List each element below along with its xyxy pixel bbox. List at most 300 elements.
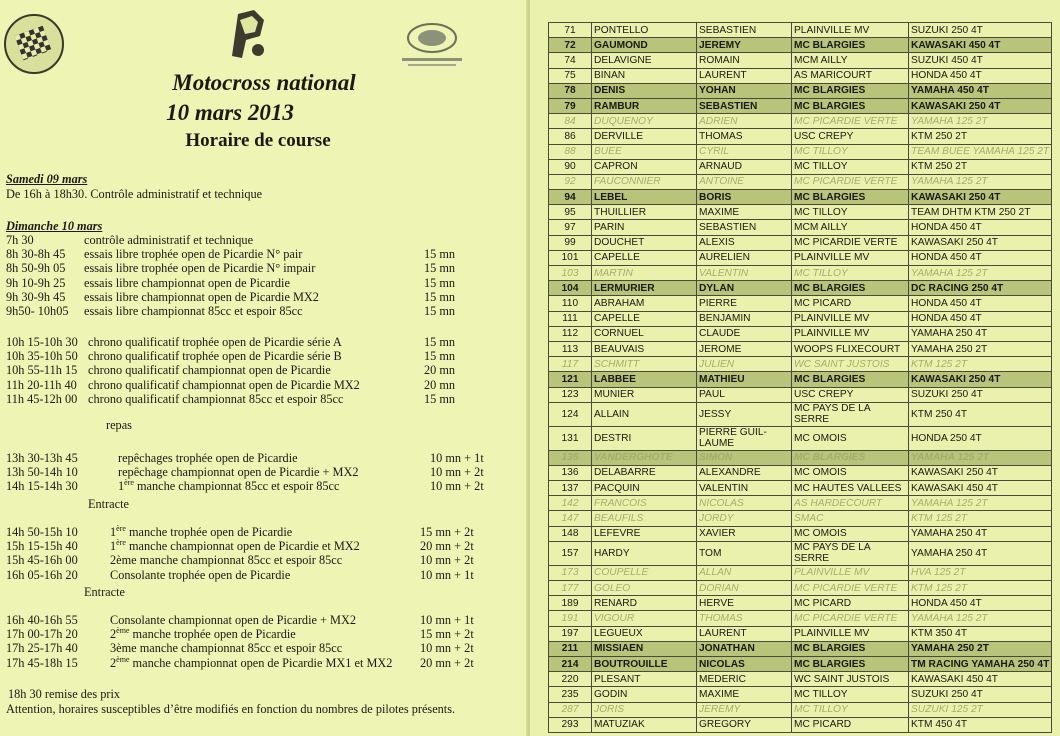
- rider-bike: YAMAHA 125 2T: [909, 266, 1052, 281]
- schedule-duration: 15 mn + 2t: [420, 525, 474, 539]
- rider-bike: YAMAHA 125 2T: [909, 496, 1052, 511]
- schedule-row: [6, 568, 526, 583]
- table-row: [549, 341, 1052, 356]
- schedule-time: 17h 45-18h 15: [6, 655, 78, 670]
- rider-last-name: PONTELLO: [592, 23, 697, 38]
- race-number: 86: [549, 129, 592, 144]
- rider-bike: DC RACING 250 4T: [909, 281, 1052, 296]
- rider-last-name: DELAVIGNE: [592, 53, 697, 68]
- table-row: [549, 98, 1052, 113]
- table-row: [549, 235, 1052, 250]
- schedule-time: 15h 15-15h 40: [6, 539, 78, 554]
- rider-first-name: SEBASTIEN: [697, 220, 792, 235]
- rider-club: PLAINVILLE MV: [792, 23, 909, 38]
- table-row: [549, 326, 1052, 341]
- rider-first-name: ARNAUD: [697, 159, 792, 174]
- schedule-row: [6, 656, 526, 671]
- schedule-event: 1ère manche championnat 85cc et espoir 85cc: [118, 478, 340, 494]
- rider-bike: KAWASAKI 250 4T: [909, 190, 1052, 205]
- schedule-time: 7h 30: [6, 233, 34, 247]
- rider-club: MC TILLOY: [792, 159, 909, 174]
- race-number: 220: [549, 672, 592, 687]
- rider-first-name: MAXIME: [697, 205, 792, 220]
- rider-last-name: PACQUIN: [592, 481, 697, 496]
- race-number: 101: [549, 250, 592, 265]
- rider-bike: YAMAHA 250 2T: [909, 641, 1052, 656]
- table-row: [549, 220, 1052, 235]
- schedule-row: [6, 451, 526, 466]
- table-row: [549, 205, 1052, 220]
- schedule-time: 16h 40-16h 55: [6, 613, 78, 627]
- rider-bike: SUZUKI 250 4T: [909, 687, 1052, 702]
- rider-club: AS HARDECOURT: [792, 496, 909, 511]
- rider-club: WOOPS FLIXECOURT: [792, 341, 909, 356]
- rider-first-name: VALENTIN: [697, 481, 792, 496]
- table-row: [549, 702, 1052, 717]
- checkered-flag-icon: [14, 26, 51, 61]
- table-row: [549, 83, 1052, 98]
- rider-first-name: PIERRE GUIL-LAUME: [697, 426, 792, 450]
- rider-club: WC SAINT JUSTOIS: [792, 357, 909, 372]
- rider-first-name: BENJAMIN: [697, 311, 792, 326]
- rider-first-name: BORIS: [697, 190, 792, 205]
- schedule-row: [6, 363, 526, 378]
- rider-last-name: LEFEVRE: [592, 526, 697, 541]
- rider-club: WC SAINT JUSTOIS: [792, 672, 909, 687]
- race-number: 191: [549, 611, 592, 626]
- rider-club: MC PICARD: [792, 296, 909, 311]
- rider-first-name: DORIAN: [697, 581, 792, 596]
- rider-bike: TEAM DHTM KTM 250 2T: [909, 205, 1052, 220]
- schedule-event: essais libre championnat open de Picardie: [84, 275, 290, 290]
- schedule-duration: 20 mn: [424, 377, 456, 392]
- table-row: [549, 426, 1052, 450]
- race-number: 142: [549, 496, 592, 511]
- rider-first-name: MAXIME: [697, 687, 792, 702]
- schedule-event: repêchage championnat open de Picardie + MX2: [118, 465, 359, 480]
- schedule-event: chrono qualificatif championnat 85cc et espoir 85cc: [88, 391, 344, 406]
- rider-last-name: MUNIER: [592, 387, 697, 402]
- race-number: 177: [549, 581, 592, 596]
- race-number: 211: [549, 641, 592, 656]
- race-number: 148: [549, 526, 592, 541]
- race-number: 72: [549, 38, 592, 53]
- rider-last-name: ALLAIN: [592, 402, 697, 426]
- ffm-logo: [396, 18, 468, 70]
- race-number: 173: [549, 565, 592, 580]
- rider-club: MC PICARDIE VERTE: [792, 174, 909, 189]
- schedule-row: [6, 553, 526, 568]
- saturday-line: De 16h à 18h30. Contrôle administratif et technique: [6, 187, 263, 201]
- rider-last-name: DUQUENOY: [592, 114, 697, 129]
- schedule-event: chrono qualificatif trophée open de Picardie série B: [88, 349, 342, 364]
- race-number: 136: [549, 465, 592, 480]
- race-number: 235: [549, 687, 592, 702]
- rider-bike: KAWASAKI 250 4T: [909, 465, 1052, 480]
- schedule-row: [6, 627, 526, 642]
- rider-first-name: THOMAS: [697, 129, 792, 144]
- intermission: Entracte: [84, 585, 125, 599]
- race-number: 137: [549, 481, 592, 496]
- rider-bike: KTM 125 2T: [909, 511, 1052, 526]
- table-row: [549, 281, 1052, 296]
- table-row: [549, 357, 1052, 372]
- schedule-event: chrono qualificatif championnat open de Picardie MX2: [88, 377, 360, 392]
- race-number: 135: [549, 450, 592, 465]
- rider-bike: HONDA 450 4T: [909, 296, 1052, 311]
- race-number: 90: [549, 159, 592, 174]
- schedule-duration: 15 mn: [424, 275, 456, 290]
- schedule-event: 1ère manche trophée open de Picardie: [110, 523, 293, 539]
- table-row: [549, 129, 1052, 144]
- rider-bike: KAWASAKI 450 4T: [909, 38, 1052, 53]
- race-number: 293: [549, 717, 592, 732]
- rider-club: MC TILLOY: [792, 687, 909, 702]
- rider-club: MC BLARGIES: [792, 190, 909, 205]
- table-row: [549, 687, 1052, 702]
- rider-bike: HONDA 250 4T: [909, 426, 1052, 450]
- table-row: [549, 565, 1052, 580]
- table-row: [549, 641, 1052, 656]
- rider-last-name: MARTIN: [592, 266, 697, 281]
- rider-first-name: SEBASTIEN: [697, 98, 792, 113]
- rider-last-name: BEAUVAIS: [592, 341, 697, 356]
- table-row: [549, 23, 1052, 38]
- schedule-row: [6, 465, 526, 480]
- rider-bike: TEAM BUEE YAMAHA 125 2T: [909, 144, 1052, 159]
- race-number: 111: [549, 311, 592, 326]
- rider-club: MC PICARDIE VERTE: [792, 235, 909, 250]
- sunday-heading: Dimanche 10 mars: [6, 219, 103, 233]
- rider-first-name: NICOLAS: [697, 496, 792, 511]
- rider-club: MC BLARGIES: [792, 98, 909, 113]
- schedule-time: 10h 15-10h 30: [6, 335, 78, 349]
- rider-club: MC PAYS DE LA SERRE: [792, 541, 909, 565]
- rider-club: MC PICARDIE VERTE: [792, 611, 909, 626]
- rider-bike: KTM 125 2T: [909, 581, 1052, 596]
- table-row: [549, 717, 1052, 732]
- rider-first-name: JORDY: [697, 511, 792, 526]
- schedule-time: 8h 30-8h 45: [6, 247, 66, 262]
- rider-bike: HONDA 450 4T: [909, 250, 1052, 265]
- rider-last-name: MISSIAEN: [592, 641, 697, 656]
- sunday-schedule: [6, 233, 526, 723]
- schedule-time: 15h 45-16h 00: [6, 553, 78, 568]
- rider-first-name: CYRIL: [697, 144, 792, 159]
- schedule-duration: 10 mn + 1t: [420, 567, 474, 582]
- race-number: 88: [549, 144, 592, 159]
- rider-club: PLAINVILLE MV: [792, 311, 909, 326]
- schedule-event: 2ème manche trophée open de Picardie: [110, 626, 296, 642]
- rider-first-name: ROMAIN: [697, 53, 792, 68]
- rider-club: MC BLARGIES: [792, 83, 909, 98]
- league-logo: [224, 6, 274, 64]
- rider-club: PLAINVILLE MV: [792, 626, 909, 641]
- rider-bike: YAMAHA 125 2T: [909, 114, 1052, 129]
- schedule-time: 16h 05-16h 20: [6, 567, 78, 582]
- schedule-time: 11h 20-11h 40: [6, 377, 77, 392]
- schedule-duration: 15 mn + 2t: [420, 627, 474, 642]
- rider-bike: KAWASAKI 250 4T: [909, 235, 1052, 250]
- schedule-event: repêchages trophée open de Picardie: [118, 451, 298, 465]
- rider-club: MC PICARDIE VERTE: [792, 114, 909, 129]
- rider-first-name: JEREMY: [697, 38, 792, 53]
- prize-ceremony: 18h 30 remise des prix: [8, 687, 121, 701]
- schedule-time: 8h 50-9h 05: [6, 261, 66, 276]
- rider-first-name: PIERRE: [697, 296, 792, 311]
- rider-last-name: GODIN: [592, 687, 697, 702]
- race-number: 112: [549, 326, 592, 341]
- rider-last-name: CAPELLE: [592, 311, 697, 326]
- schedule-time: 17h 25-17h 40: [6, 641, 78, 656]
- schedule-time: 9h50- 10h05: [6, 304, 69, 318]
- schedule-row: [6, 641, 526, 656]
- rider-club: MC PICARD: [792, 717, 909, 732]
- race-number: 78: [549, 83, 592, 98]
- table-row: [549, 311, 1052, 326]
- table-row: [549, 114, 1052, 129]
- rider-last-name: CAPRON: [592, 159, 697, 174]
- rider-first-name: JULIEN: [697, 357, 792, 372]
- rider-last-name: ABRAHAM: [592, 296, 697, 311]
- rider-last-name: BOUTROUILLE: [592, 656, 697, 671]
- rider-last-name: FRANCOIS: [592, 496, 697, 511]
- race-number: 97: [549, 220, 592, 235]
- rider-last-name: LEBEL: [592, 190, 697, 205]
- rider-last-name: DELABARRE: [592, 465, 697, 480]
- schedule-time: 17h 00-17h 20: [6, 627, 78, 642]
- schedule-time: 10h 35-10h 50: [6, 349, 78, 364]
- rider-first-name: ALEXIS: [697, 235, 792, 250]
- rider-first-name: VALENTIN: [697, 266, 792, 281]
- rider-bike: KAWASAKI 450 4T: [909, 481, 1052, 496]
- rider-first-name: PAUL: [697, 387, 792, 402]
- race-number: 117: [549, 357, 592, 372]
- schedule-row: [6, 261, 526, 276]
- rider-club: MC OMOIS: [792, 465, 909, 480]
- rider-last-name: GOLEO: [592, 581, 697, 596]
- entry-list-table: [548, 22, 1052, 733]
- race-number: 103: [549, 266, 592, 281]
- schedule-time: 9h 30-9h 45: [6, 289, 66, 304]
- race-number: 121: [549, 372, 592, 387]
- table-row: [549, 611, 1052, 626]
- race-number: 197: [549, 626, 592, 641]
- rider-last-name: PLESANT: [592, 672, 697, 687]
- schedule-duration: 10 mn + 1t: [420, 613, 474, 627]
- rider-first-name: AURELIEN: [697, 250, 792, 265]
- table-row: [549, 53, 1052, 68]
- rider-last-name: THUILLIER: [592, 205, 697, 220]
- rider-last-name: LERMURIER: [592, 281, 697, 296]
- schedule-event: 2ème manche championnat 85cc et espoir 85cc: [110, 553, 343, 568]
- schedule-duration: 15 mn: [424, 261, 456, 276]
- rider-bike: KTM 450 4T: [909, 717, 1052, 732]
- rider-last-name: HARDY: [592, 541, 697, 565]
- rider-first-name: MEDERIC: [697, 672, 792, 687]
- rider-last-name: DERVILLE: [592, 129, 697, 144]
- table-row: [549, 144, 1052, 159]
- table-row: [549, 481, 1052, 496]
- schedule-duration: 15 mn: [424, 304, 456, 318]
- rider-last-name: FAUCONNIER: [592, 174, 697, 189]
- rider-club: MC BLARGIES: [792, 641, 909, 656]
- rider-first-name: NICOLAS: [697, 656, 792, 671]
- rider-first-name: THOMAS: [697, 611, 792, 626]
- rider-first-name: YOHAN: [697, 83, 792, 98]
- race-number: 84: [549, 114, 592, 129]
- rider-last-name: CAPELLE: [592, 250, 697, 265]
- schedule-event: 2ème manche championnat open de Picardie MX1 et MX2: [110, 654, 393, 670]
- rider-last-name: VANDERGHOTE: [592, 450, 697, 465]
- race-number: 157: [549, 541, 592, 565]
- rider-bike: KTM 125 2T: [909, 357, 1052, 372]
- race-number: 113: [549, 341, 592, 356]
- race-number: 95: [549, 205, 592, 220]
- race-number: 75: [549, 68, 592, 83]
- schedule-duration: 10 mn + 2t: [430, 479, 484, 494]
- rider-bike: SUZUKI 450 4T: [909, 53, 1052, 68]
- event-title: Motocross national: [172, 70, 356, 95]
- table-row: [549, 266, 1052, 281]
- rider-club: MC PICARDIE VERTE: [792, 581, 909, 596]
- schedule-time: 9h 10-9h 25: [6, 275, 66, 290]
- schedule-row: [6, 290, 526, 305]
- rider-bike: TM RACING YAMAHA 250 4T: [909, 656, 1052, 671]
- schedule-event: essais libre trophée open de Picardie N° pair: [84, 247, 303, 262]
- schedule-time: 14h 50-15h 10: [6, 525, 78, 539]
- schedule-row: [6, 539, 526, 554]
- rider-club: SMAC: [792, 511, 909, 526]
- rider-first-name: SIMON: [697, 450, 792, 465]
- rider-club: MC TILLOY: [792, 205, 909, 220]
- schedule-duration: 15 mn: [424, 335, 456, 349]
- rider-first-name: MATHIEU: [697, 372, 792, 387]
- rider-bike: KAWASAKI 250 4T: [909, 372, 1052, 387]
- schedule-duration: 10 mn + 2t: [420, 553, 474, 568]
- schedule-row: [6, 349, 526, 364]
- table-row: [549, 596, 1052, 611]
- table-row: [549, 296, 1052, 311]
- rider-club: MC TILLOY: [792, 144, 909, 159]
- table-row: [549, 526, 1052, 541]
- rider-first-name: XAVIER: [697, 526, 792, 541]
- schedule-event: essais libre trophée open de Picardie N° impair: [84, 261, 316, 276]
- rider-last-name: RAMBUR: [592, 98, 697, 113]
- rider-last-name: DESTRI: [592, 426, 697, 450]
- rider-last-name: BEAUFILS: [592, 511, 697, 526]
- rider-bike: HONDA 450 4T: [909, 596, 1052, 611]
- rider-first-name: LAURENT: [697, 626, 792, 641]
- table-row: [549, 68, 1052, 83]
- rider-club: MC BLARGIES: [792, 38, 909, 53]
- table-row: [549, 511, 1052, 526]
- race-number: 110: [549, 296, 592, 311]
- rider-last-name: COUPELLE: [592, 565, 697, 580]
- schedule-event: Consolante championnat open de Picardie + MX2: [110, 613, 356, 627]
- rider-bike: HONDA 450 4T: [909, 68, 1052, 83]
- schedule-event: Consolante trophée open de Picardie: [110, 567, 291, 582]
- schedule-time: 13h 30-13h 45: [6, 451, 78, 465]
- left-page: [0, 0, 528, 736]
- table-row: [549, 450, 1052, 465]
- table-row: [549, 402, 1052, 426]
- rider-first-name: LAURENT: [697, 68, 792, 83]
- saturday-section: [6, 172, 262, 202]
- rider-club: MC TILLOY: [792, 702, 909, 717]
- rider-bike: KTM 250 4T: [909, 402, 1052, 426]
- schedule-row: [6, 304, 526, 319]
- rider-club: PLAINVILLE MV: [792, 250, 909, 265]
- rider-club: MC BLARGIES: [792, 450, 909, 465]
- intermission: Entracte: [88, 497, 129, 511]
- table-row: [549, 372, 1052, 387]
- saturday-heading: Samedi 09 mars: [6, 172, 88, 186]
- rider-last-name: GAUMOND: [592, 38, 697, 53]
- rider-first-name: ALLAN: [697, 565, 792, 580]
- rider-last-name: BINAN: [592, 68, 697, 83]
- rider-club: MC TILLOY: [792, 266, 909, 281]
- rider-last-name: DENIS: [592, 83, 697, 98]
- schedule-row: [6, 335, 526, 350]
- rider-club: MC OMOIS: [792, 426, 909, 450]
- rider-bike: YAMAHA 125 2T: [909, 450, 1052, 465]
- table-row: [549, 465, 1052, 480]
- lunch-break: repas: [106, 418, 132, 432]
- race-number: 287: [549, 702, 592, 717]
- rider-last-name: CORNUEL: [592, 326, 697, 341]
- schedule-duration: 20 mn + 2t: [420, 655, 474, 670]
- schedule-duration: 20 mn: [424, 363, 456, 378]
- schedule-row: [6, 233, 526, 248]
- table-row: [549, 672, 1052, 687]
- rider-bike: KTM 250 2T: [909, 159, 1052, 174]
- race-number: 214: [549, 656, 592, 671]
- table-row: [549, 250, 1052, 265]
- schedule-time: 11h 45-12h 00: [6, 391, 78, 406]
- rider-first-name: SEBASTIEN: [697, 23, 792, 38]
- schedule-duration: 10 mn + 2t: [430, 465, 484, 480]
- rider-first-name: JESSY: [697, 402, 792, 426]
- rider-club: PLAINVILLE MV: [792, 565, 909, 580]
- rider-club: AS MARICOURT: [792, 68, 909, 83]
- rider-bike: KAWASAKI 250 4T: [909, 98, 1052, 113]
- rider-last-name: SCHMITT: [592, 357, 697, 372]
- rider-first-name: HERVE: [697, 596, 792, 611]
- schedule-event: 1ère manche championnat open de Picardie et MX2: [110, 538, 360, 554]
- race-number: 147: [549, 511, 592, 526]
- table-row: [549, 626, 1052, 641]
- rider-bike: SUZUKI 250 4T: [909, 23, 1052, 38]
- race-number: 94: [549, 190, 592, 205]
- rider-bike: YAMAHA 450 4T: [909, 83, 1052, 98]
- rider-bike: KTM 250 2T: [909, 129, 1052, 144]
- rider-club: USC CREPY: [792, 387, 909, 402]
- rider-first-name: ANTOINE: [697, 174, 792, 189]
- schedule-event: chrono qualificatif trophée open de Picardie série A: [88, 335, 342, 349]
- club-logo: [4, 14, 64, 74]
- schedule-event: essais libre championnat open de Picardie MX2: [84, 289, 319, 304]
- rider-last-name: BUEE: [592, 144, 697, 159]
- rider-bike: SUZUKI 125 2T: [909, 702, 1052, 717]
- table-row: [549, 174, 1052, 189]
- schedule-row: [6, 525, 526, 540]
- rider-bike: YAMAHA 250 2T: [909, 341, 1052, 356]
- schedule-event: contrôle administratif et technique: [84, 233, 254, 247]
- race-number: 79: [549, 98, 592, 113]
- race-number: 124: [549, 402, 592, 426]
- race-number: 74: [549, 53, 592, 68]
